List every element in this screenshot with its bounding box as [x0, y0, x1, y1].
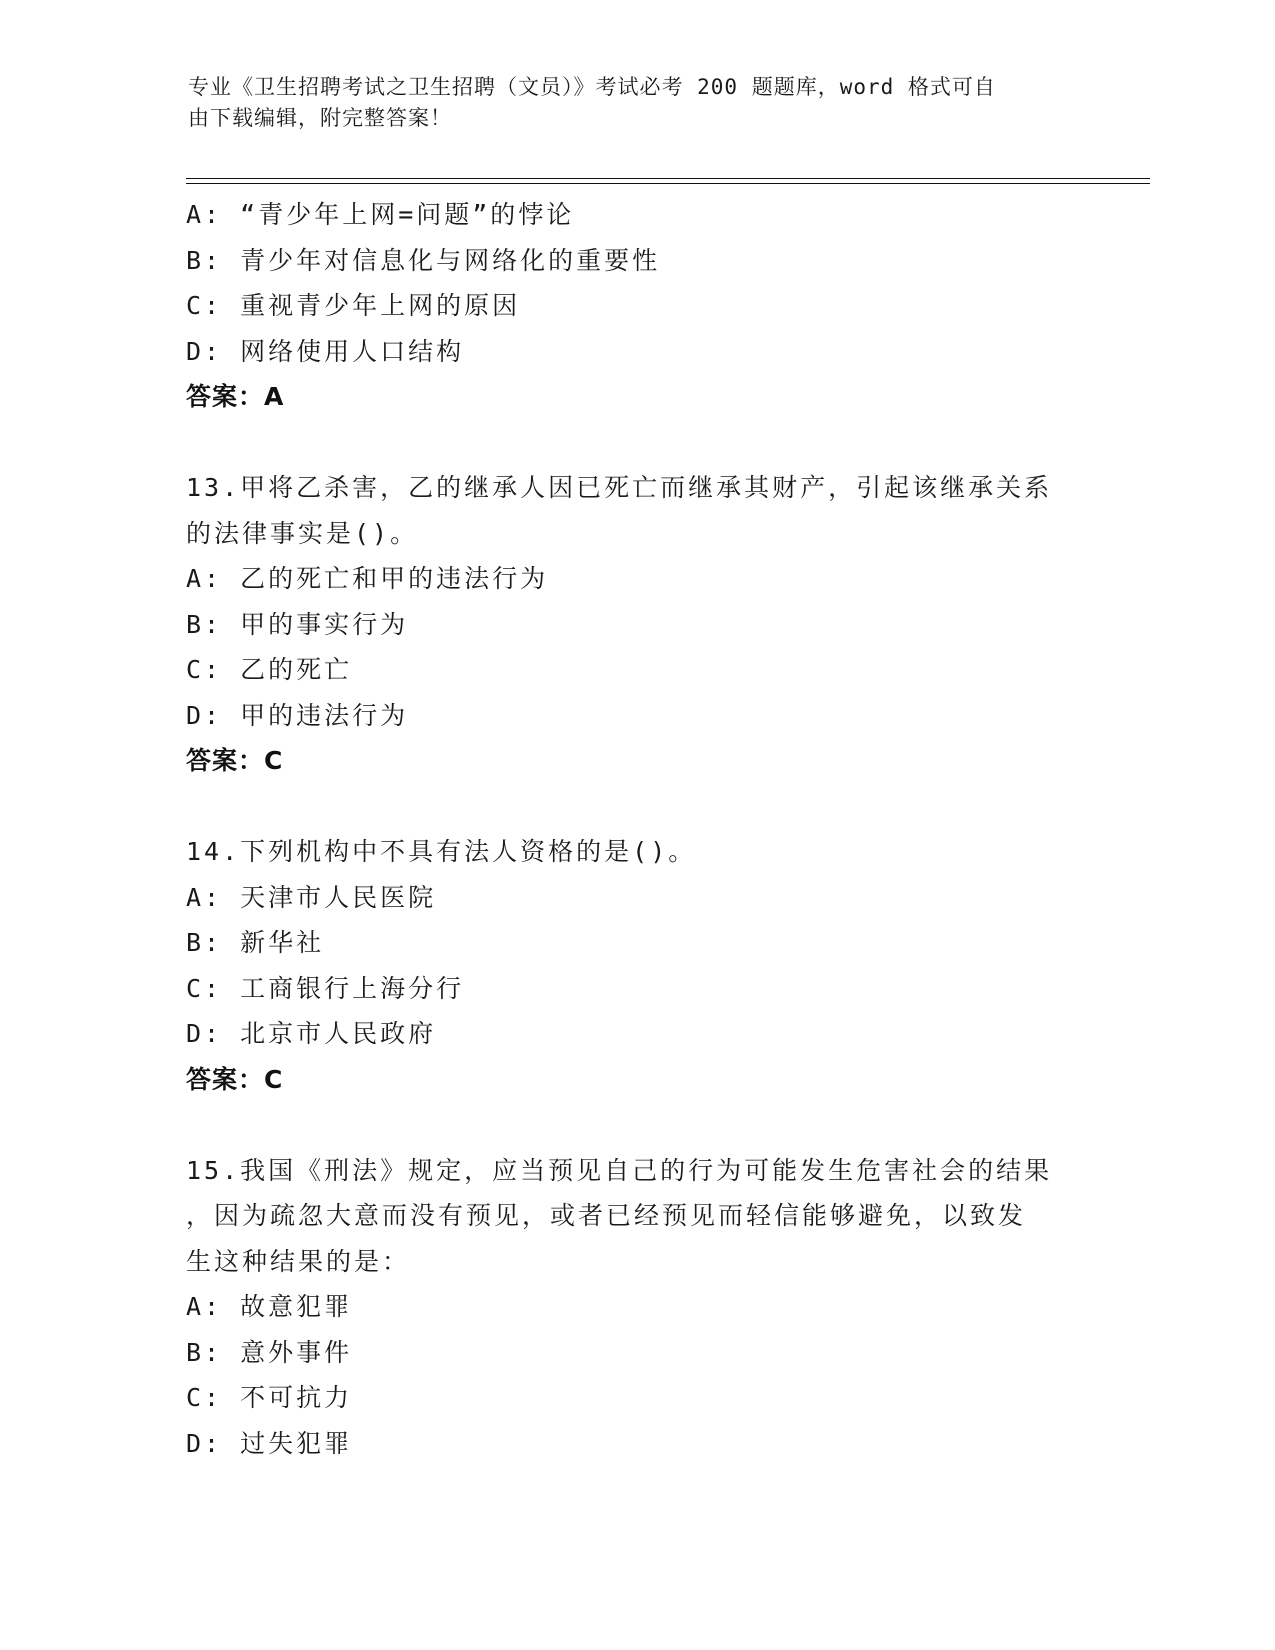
q15-option-a: A: 故意犯罪 — [186, 1292, 353, 1321]
spacer — [186, 1102, 1086, 1148]
q13-option-a: A: 乙的死亡和甲的违法行为 — [186, 564, 549, 593]
spacer — [186, 420, 1086, 466]
question-14 — [186, 829, 1086, 1102]
header-line-2: 由下载编辑，附完整答案！ — [188, 106, 452, 130]
q15-option-c: C: 不可抗力 — [186, 1383, 353, 1412]
document-header — [188, 72, 1088, 134]
q14-option-c: C: 工商银行上海分行 — [186, 973, 465, 1003]
q14-option-b: B: 新华社 — [186, 928, 325, 957]
q12-option-b: B: 青少年对信息化与网络化的重要性 — [186, 245, 661, 275]
q13-stem-line-2: 的法律事实是()。 — [186, 518, 419, 548]
question-content — [186, 192, 1086, 1466]
q13-answer: 答案：C — [186, 746, 284, 775]
q14-option-d: D: 北京市人民政府 — [186, 1019, 437, 1048]
q15-stem-line-3: 生这种结果的是： — [186, 1246, 411, 1276]
question-13 — [186, 465, 1086, 784]
header-rule-top — [186, 178, 1150, 179]
q15-option-b: B: 意外事件 — [186, 1337, 353, 1367]
header-rule-bottom — [186, 183, 1150, 184]
q14-option-a: A: 天津市人民医院 — [186, 882, 437, 912]
q15-stem-line-2: ，因为疏忽大意而没有预见，或者已经预见而轻信能够避免，以致发 — [186, 1201, 1027, 1230]
header-line-1: 专业《卫生招聘考试之卫生招聘（文员）》考试必考 200 题题库，word 格式可自 — [188, 75, 996, 99]
q15-stem-line-1: 15.我国《刑法》规定，应当预见自己的行为可能发生危害社会的结果 — [186, 1155, 1053, 1185]
q13-option-d: D: 甲的违法行为 — [186, 700, 409, 730]
question-12 — [186, 192, 1086, 420]
q12-option-d: D: 网络使用人口结构 — [186, 336, 465, 366]
q12-answer: 答案：A — [186, 382, 285, 411]
q14-stem-line-1: 14.下列机构中不具有法人资格的是()。 — [186, 837, 697, 866]
q14-answer: 答案：C — [186, 1064, 284, 1094]
q12-option-a: A: “青少年上网=问题”的悖论 — [186, 200, 575, 229]
spacer — [186, 784, 1086, 830]
q15-option-d: D: 过失犯罪 — [186, 1428, 353, 1458]
q13-stem-line-1: 13.甲将乙杀害，乙的继承人因已死亡而继承其财产，引起该继承关系 — [186, 473, 1053, 502]
q13-option-c: C: 乙的死亡 — [186, 655, 353, 684]
q13-option-b: B: 甲的事实行为 — [186, 609, 409, 639]
question-15 — [186, 1148, 1086, 1467]
q12-option-c: C: 重视青少年上网的原因 — [186, 291, 521, 320]
